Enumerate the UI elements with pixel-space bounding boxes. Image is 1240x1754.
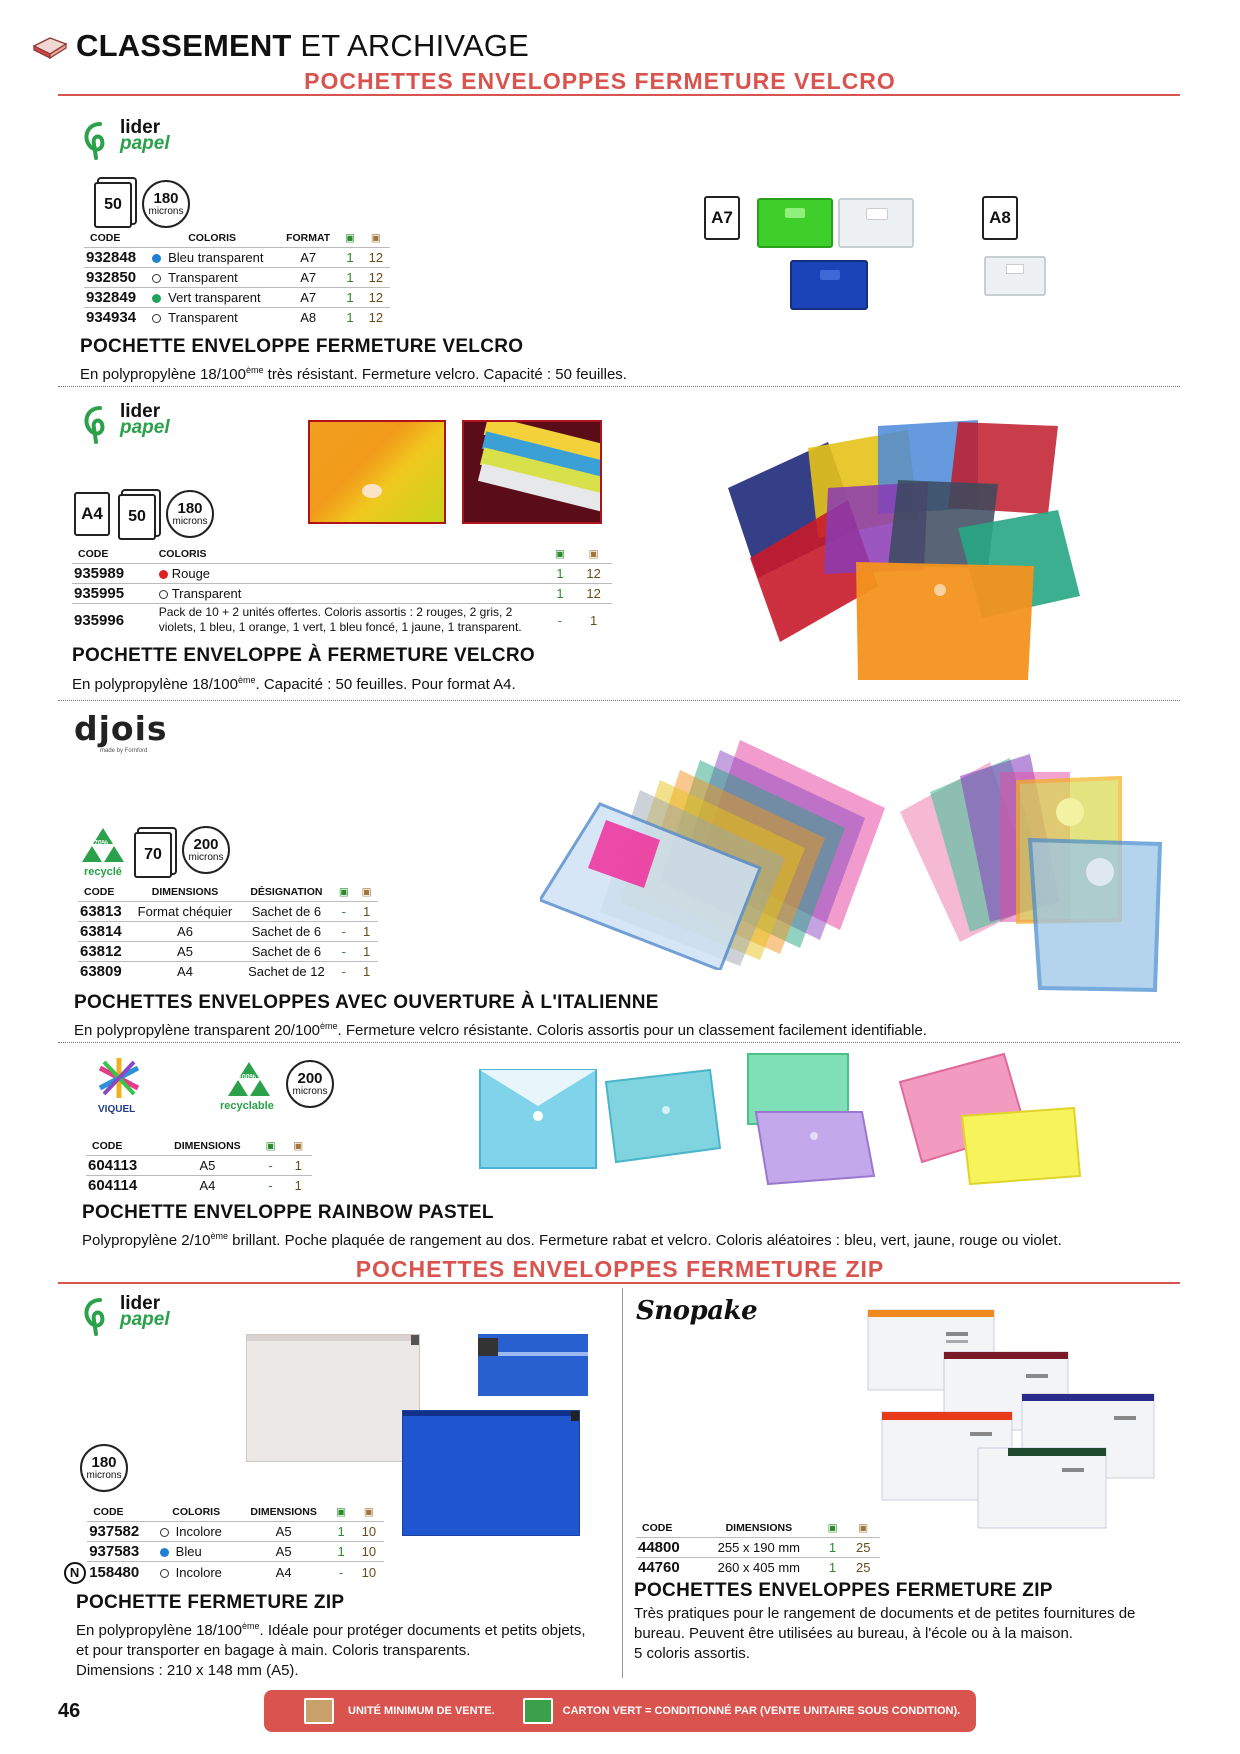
green-qty: 1 [329,1522,354,1542]
desc-sup: ème [237,675,256,685]
table-row [84,268,390,288]
viquel-logo [94,1054,150,1118]
coloris-cell [153,584,545,604]
box-qty: 12 [575,584,612,604]
pastel-envelopes-photo [476,1052,1096,1198]
microns-value: 200 [297,1070,323,1087]
column-divider [622,1288,623,1678]
recycle-label: recyclable [220,1100,274,1112]
box-qty: 10 [354,1542,384,1562]
code-cell: 935989 [72,564,153,584]
microns-unit: microns [86,1470,122,1481]
header-title-bold: CLASSEMENT [76,28,292,63]
col-green-carton-icon: ▣ [827,1522,838,1534]
box-qty: 25 [846,1538,880,1558]
color-dot [159,590,168,599]
green-qty: 1 [819,1538,847,1558]
designation-cell: Sachet de 6 [240,942,332,962]
desc-part: En polypropylène transparent 20/100 [74,1022,321,1039]
coloris-text: Incolore [175,1565,222,1581]
section-title-velcro: POCHETTES ENVELOPPES FERMETURE VELCRO [304,68,896,94]
format-cell: A7 [278,248,338,268]
code-cell: 44800 [636,1538,699,1558]
col-box-icon: ▣ [858,1522,869,1534]
green-qty: 1 [819,1558,847,1578]
product6-title: POCHETTES ENVELOPPES FERMETURE ZIP [634,1580,1053,1601]
format-a4-badge: A4 [74,492,110,536]
color-dot [159,570,168,579]
col-dimensions: DIMENSIONS [151,886,219,898]
box-qty: 12 [362,268,390,288]
djois-logo-text: djois [74,709,168,748]
desc-line: et pour transporter en bagage à main. Coloris transparents. [76,1642,471,1659]
coloris-text: Transparent [171,586,242,601]
vertical-envelopes-photo [900,752,1162,992]
box-qty: 1 [355,922,378,942]
col-dimensions: DIMENSIONS [725,1522,793,1534]
section-divider [58,1282,1180,1284]
format-cell: A7 [278,288,338,308]
color-dot [152,294,161,303]
microns-badge [80,1444,128,1492]
product5-title: POCHETTE FERMETURE ZIP [76,1592,345,1613]
table-row [86,1156,312,1176]
recyclable-badge [220,1060,284,1116]
product4-description [82,1226,1062,1251]
recycle-label: recyclé [84,866,122,878]
page-header-title [76,28,529,64]
table-row [62,1562,384,1584]
desc-part: . Idéale pour protéger documents et petits objets, [259,1622,586,1639]
format-a7-badge: A7 [704,196,740,240]
coloris-text: Rouge [171,566,211,581]
logo-lider-text: lider [120,117,161,138]
col-green-carton-icon: ▣ [336,1506,347,1518]
desc-sup: ème [210,1231,228,1241]
green-qty: - [257,1156,285,1176]
col-code: CODE [93,1506,124,1518]
code-cell: 934934 [84,308,146,328]
product4-title: POCHETTE ENVELOPPE RAINBOW PASTEL [82,1202,494,1223]
snopake-zip-wallets-photo [866,1308,1156,1530]
blue-zip-pouch-photo [402,1410,580,1536]
green-qty: - [545,604,575,637]
green-qty: 1 [545,584,575,604]
col-coloris: COLORIS [172,1506,221,1518]
green-qty: - [257,1176,285,1196]
table-row [84,308,390,328]
box-qty: 1 [355,902,378,922]
table-row [72,564,612,584]
product4-table [86,1140,312,1195]
coloris-cell [146,308,278,328]
code-cell: 932849 [84,288,146,308]
coloris-text: Transparent [168,310,238,325]
product3-description [74,1016,927,1041]
recycle-pct: 70% [94,840,109,847]
color-dot [152,274,161,283]
table-row [84,288,390,308]
coloris-text: Bleu [175,1544,202,1559]
blue-envelope-image [790,260,868,310]
orange-closeup-photo [308,420,446,524]
table-row [636,1558,880,1578]
desc-part: . Capacité : 50 feuilles. Pour format A4. [255,676,516,693]
clear-envelope-image [838,198,914,248]
coloris-cell [146,288,278,308]
coloris-cell [146,248,278,268]
col-code: CODE [90,232,121,244]
code-cell: 63813 [78,902,130,922]
new-badge-cell [62,1562,87,1584]
logo-papel-text: papel [120,417,170,438]
format-a8-badge: A8 [982,196,1018,240]
product1-table [84,232,390,327]
djois-logo-sub: made by Fornford [100,748,148,754]
color-dot [160,1528,169,1537]
desc-part: Polypropylène 2/10 [82,1232,211,1249]
code-cell: 935996 [72,604,153,637]
product3-table [78,886,378,981]
stacked-colors-closeup-photo [462,420,602,524]
table-row [72,604,612,637]
product3-title: POCHETTES ENVELOPPES AVEC OUVERTURE À L'ITALIENNE [74,992,659,1013]
code-cell: 63812 [78,942,130,962]
sheets-badge: 50 [118,494,156,540]
desc-part: En polypropylène 18/100 [72,676,238,693]
microns-unit: microns [172,516,208,527]
box-qty: 10 [354,1522,384,1542]
dimensions-cell: A5 [158,1156,257,1176]
section-divider [58,94,1180,96]
code-cell: 935995 [72,584,153,604]
product6-table [636,1522,880,1577]
snopake-logo-text: Snopake [636,1296,758,1326]
col-dimensions: DIMENSIONS [250,1506,317,1518]
green-envelope-image [757,198,833,248]
table-row [78,962,378,982]
logo-papel-text: papel [120,1309,170,1330]
desc-line: 5 coloris assortis. [634,1645,750,1662]
col-code: CODE [84,886,115,898]
table-row [72,584,612,604]
desc-sup: ème [241,1621,260,1631]
coloris-text: Bleu transparent [168,250,264,265]
logo-lider-text: lider [120,1293,161,1314]
code-cell: 937582 [87,1522,153,1542]
code-cell: 63809 [78,962,130,982]
box-qty: 1 [355,962,378,982]
dimensions-cell: A6 [130,922,241,942]
unit-label: UNITÉ MINIMUM DE VENTE. [348,1705,495,1717]
recycle-badge [80,826,130,882]
header-book-icon [32,34,68,60]
coloris-cell [154,1542,239,1562]
col-box-icon: ▣ [361,886,372,898]
color-dot [152,254,161,263]
col-box-icon: ▣ [588,548,599,560]
microns-value: 200 [193,836,219,853]
logo-papel-text: papel [120,133,170,154]
dimensions-cell: A5 [239,1542,329,1562]
green-qty: 1 [338,308,361,328]
desc-line: Très pratiques pour le rangement de documents et de petites fournitures de [634,1605,1136,1622]
dimensions-cell: A4 [130,962,241,982]
box-qty: 12 [575,564,612,584]
box-qty: 12 [362,288,390,308]
desc-part: En polypropylène 18/100 [80,366,246,383]
new-badge: N [64,1562,86,1584]
col-designation: DÉSIGNATION [250,886,323,898]
dimensions-cell: 260 x 405 mm [699,1558,819,1578]
col-green-carton-icon: ▣ [344,232,355,244]
legend-bar [264,1690,976,1732]
designation-cell: Sachet de 12 [240,962,332,982]
col-code: CODE [78,548,109,560]
product2-description [72,670,516,695]
new-badge [62,1522,87,1542]
code-cell: 604113 [86,1156,158,1176]
col-green-carton-icon: ▣ [265,1140,276,1152]
col-box-icon: ▣ [363,1506,374,1518]
desc-part: très résistant. Fermeture velcro. Capacité : 50 feuilles. [263,366,627,383]
desc-line: bureau. Peuvent être utilisées au bureau, à l'école ou à la maison. [634,1625,1073,1642]
dimensions-cell: A4 [158,1176,257,1196]
designation-cell: Sachet de 6 [240,902,332,922]
green-qty: 1 [338,268,361,288]
table-row [62,1542,384,1562]
box-icon [304,1698,334,1724]
box-qty: 1 [284,1176,312,1196]
table-row [84,248,390,268]
microns-value: 180 [91,1454,117,1471]
green-qty: 1 [329,1542,354,1562]
viquel-logo-text: VIQUEL [98,1104,136,1115]
col-format: FORMAT [286,232,331,244]
color-dot [152,314,161,323]
table-row [78,902,378,922]
green-qty: - [332,962,355,982]
green-carton-icon [523,1698,553,1724]
lider-papel-logo [78,1294,188,1336]
coloris-cell [146,268,278,288]
color-dot [160,1569,169,1578]
format-cell: A7 [278,268,338,288]
box-qty: 12 [362,248,390,268]
green-qty: 1 [545,564,575,584]
box-qty: 1 [355,942,378,962]
dimensions-cell: 255 x 190 mm [699,1538,819,1558]
microns-unit: microns [188,852,224,863]
sheets-badge: 70 [134,832,172,878]
format-cell: A8 [278,308,338,328]
col-new [62,1506,87,1522]
table-row [86,1176,312,1196]
blue-zip-pouch-closeup-photo [478,1334,588,1396]
microns-value: 180 [153,190,179,207]
microns-unit: microns [148,206,184,217]
table-row [636,1538,880,1558]
microns-badge [142,180,190,228]
desc-part: . Fermeture velcro résistante. Coloris assortis pour un classement facilement identifiable. [337,1022,927,1039]
microns-badge [286,1060,334,1108]
green-qty: - [332,942,355,962]
code-cell: 604114 [86,1176,158,1196]
microns-value: 180 [177,500,203,517]
green-qty: 1 [338,248,361,268]
italian-opening-envelopes-photo [540,740,890,970]
lider-papel-logo [78,402,188,444]
color-dot [160,1548,169,1557]
code-cell: 937583 [87,1542,153,1562]
box-qty: 1 [575,604,612,637]
code-cell: 932850 [84,268,146,288]
product2-table [72,548,612,636]
col-code: CODE [642,1522,673,1534]
carton-label: CARTON VERT = CONDITIONNÉ PAR (VENTE UNITAIRE SOUS CONDITION). [562,1705,961,1717]
microns-badge [182,826,230,874]
green-qty: 1 [338,288,361,308]
new-badge [62,1542,87,1562]
clear-a8-envelope-image [984,256,1046,296]
coloris-text: Pack de 10 + 2 unités offertes. Coloris assortis : 2 rouges, 2 gris, 2 violets, 1 bleu, 1 orange, 1 vert, 1 bleu foncé, 1 jaune, 1 transparent. [153,604,545,637]
code-cell: 63814 [78,922,130,942]
product2-title: POCHETTE ENVELOPPE À FERMETURE VELCRO [72,645,535,666]
col-green-carton-icon: ▣ [554,548,565,560]
col-code: CODE [92,1140,123,1152]
box-qty: 25 [846,1558,880,1578]
col-dimensions: DIMENSIONS [174,1140,241,1152]
col-box-icon: ▣ [293,1140,304,1152]
code-cell: 158480 [87,1562,153,1584]
col-box-icon: ▣ [370,232,381,244]
box-qty: 12 [362,308,390,328]
product5-description [76,1616,586,1681]
snopake-logo [636,1296,756,1336]
desc-part: En polypropylène 18/100 [76,1622,242,1639]
separator [58,700,1180,701]
table-row [78,922,378,942]
coloris-text: Transparent [168,270,238,285]
product1-title: POCHETTE ENVELOPPE FERMETURE VELCRO [80,336,524,357]
product1-description [80,360,627,385]
dimensions-cell: Format chéquier [130,902,241,922]
sheets-badge: 50 [94,182,132,228]
col-coloris: COLORIS [188,232,237,244]
green-qty: - [332,922,355,942]
green-qty: - [329,1562,354,1584]
coloris-cell [154,1562,239,1584]
col-green-carton-icon: ▣ [338,886,349,898]
djois-logo [74,710,184,758]
designation-cell: Sachet de 6 [240,922,332,942]
clear-zip-pouch-photo [246,1334,420,1462]
dimensions-cell: A5 [130,942,241,962]
section-title-zip: POCHETTES ENVELOPPES FERMETURE ZIP [355,1256,885,1282]
coloris-text: Vert transparent [168,290,261,305]
separator [58,1042,1180,1043]
product6-description [634,1604,1135,1664]
header-title-light: ET ARCHIVAGE [300,28,530,63]
recycle-pct: 100% [238,1074,256,1081]
table-row [62,1522,384,1542]
page-number: 46 [58,1700,81,1722]
dimensions-cell: A4 [239,1562,329,1584]
code-cell: 932848 [84,248,146,268]
coloris-cell [154,1522,239,1542]
desc-part: brillant. Poche plaquée de rangement au dos. Fermeture rabat et velcro. Coloris aléatoires : bleu, vert, jaune, rouge ou violet. [227,1232,1062,1249]
col-coloris: COLORIS [158,548,207,560]
table-row [78,942,378,962]
coloris-text: Incolore [175,1524,222,1539]
microns-badge [166,490,214,538]
desc-sup: ème [320,1021,338,1031]
desc-sup: ème [245,365,264,375]
lider-papel-logo [78,118,188,160]
code-cell: 44760 [636,1558,699,1578]
desc-line: Dimensions : 210 x 148 mm (A5). [76,1662,299,1679]
dimensions-cell: A5 [239,1522,329,1542]
coloris-cell [153,564,545,584]
green-qty: - [332,902,355,922]
box-qty: 10 [354,1562,384,1584]
separator [58,386,1180,387]
microns-unit: microns [292,1086,328,1097]
fan-of-envelopes-photo [728,418,1108,680]
product5-table [62,1506,384,1584]
logo-lider-text: lider [120,401,161,422]
box-qty: 1 [284,1156,312,1176]
